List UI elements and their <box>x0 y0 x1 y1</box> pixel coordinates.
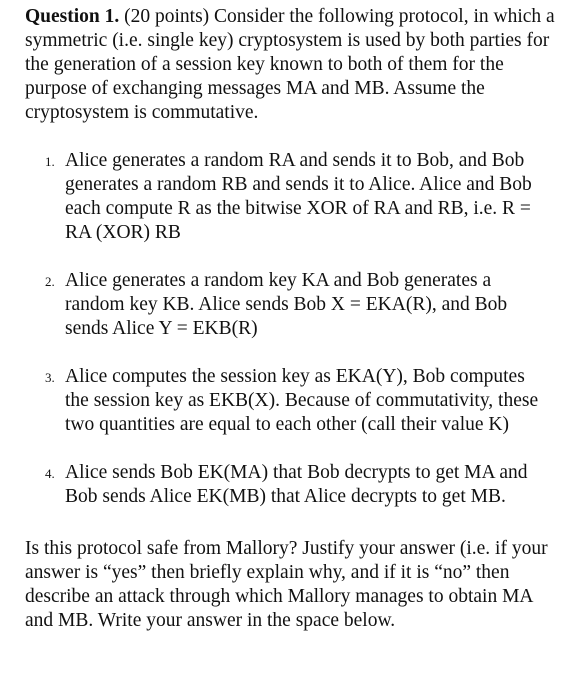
question-prompt: Is this protocol safe from Mallory? Justify your answer (i.e. if your answer is “yes” then briefly explain why, and if it is “no” then describe an attack through which Mallory manages to obtain MA and MB. Write your answer in the space below. <box>25 538 548 631</box>
question-document <box>25 5 555 633</box>
protocol-step-1 <box>25 149 555 245</box>
step-text: Alice generates a random key KA and Bob generates a random key KB. Alice sends Bob X = EKA(R), and Bob sends Alice Y = EKB(R) <box>65 270 508 339</box>
step-number: 2. <box>45 274 55 289</box>
question-intro-text: (20 points) Consider the following protocol, in which a symmetric (i.e. single key) cryptosystem is used by both parties for the generation of a session key known to both of them for the purpose of exchanging messages MA and MB. Assume the cryptosystem is commutative. <box>25 6 555 123</box>
step-text: Alice computes the session key as EKA(Y), Bob computes the session key as EKB(X). Because of commutativity, these two quantities are equal to each other (call their value K) <box>65 366 539 435</box>
step-number: 4. <box>45 466 55 481</box>
step-text: Alice sends Bob EK(MA) that Bob decrypts to get MA and Bob sends Alice EK(MB) that Alice decrypts to get MB. <box>65 462 528 507</box>
protocol-step-3 <box>25 365 555 437</box>
step-number: 3. <box>45 370 55 385</box>
step-number: 1. <box>45 154 55 169</box>
step-text: Alice generates a random RA and sends it to Bob, and Bob generates a random RB and sends it to Alice. Alice and Bob each compute R as the bitwise XOR of RA and RB, i.e. R = RA (XOR) RB <box>65 150 532 243</box>
protocol-steps <box>25 149 555 509</box>
protocol-step-4 <box>25 461 555 509</box>
protocol-step-2 <box>25 269 555 341</box>
question-intro <box>25 5 555 125</box>
question-label: Question 1. <box>25 6 120 27</box>
